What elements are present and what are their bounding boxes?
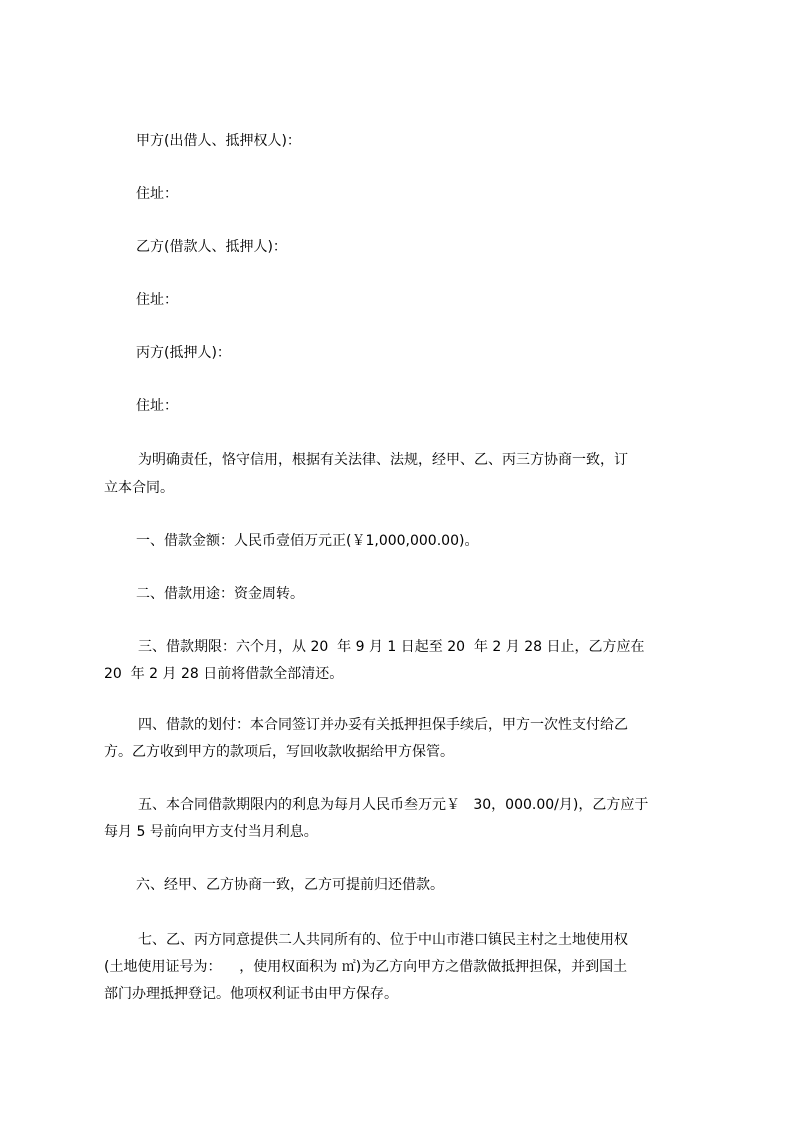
clause-5-line-2: 每月 5 号前向甲方支付当月利息。 — [104, 824, 318, 840]
clause-6: 六、经甲、乙方协商一致，乙方可提前归还借款。 — [136, 877, 444, 893]
preamble-line-2: 立本合同。 — [104, 480, 174, 496]
clause-3-line-1: 三、借款期限：六个月，从 20 年 9 月 1 日起至 20 年 2 月 28 日止，乙方应在 — [138, 639, 645, 655]
clause-1: 一、借款金额：人民币壹佰万元正(￥1,000,000.00)。 — [136, 533, 479, 549]
clause-2: 二、借款用途：资金周转。 — [136, 586, 304, 602]
party-c-address: 住址： — [136, 398, 178, 414]
preamble-line-1: 为明确责任，恪守信用，根据有关法律、法规，经甲、乙、丙三方协商一致，订 — [138, 452, 628, 468]
party-a-line: 甲方(出借人、抵押权人)： — [136, 133, 301, 149]
party-a-address: 住址： — [136, 186, 178, 202]
clause-3-line-2: 20 年 2 月 28 日前将借款全部清还。 — [104, 666, 344, 682]
party-b-address: 住址： — [136, 292, 178, 308]
clause-7-line-3: 部门办理抵押登记。他项权利证书由甲方保存。 — [104, 986, 398, 1002]
party-b-line: 乙方(借款人、抵押人)： — [136, 239, 287, 255]
clause-7-line-1: 七、乙、丙方同意提供二人共同所有的、位于中山市港口镇民主村之土地使用权 — [138, 932, 628, 948]
party-c-line: 丙方(抵押人)： — [136, 345, 231, 361]
clause-7-line-2: (土地使用证号为： ，使用权面积为 ㎡)为乙方向甲方之借款做抵押担保，并到国土 — [104, 959, 628, 975]
clause-4-line-1: 四、借款的划付：本合同签订并办妥有关抵押担保手续后，甲方一次性支付给乙 — [138, 717, 628, 733]
clause-4-line-2: 方。乙方收到甲方的款项后，写回收款收据给甲方保管。 — [104, 744, 454, 760]
clause-5-line-1: 五、本合同借款期限内的利息为每月人民币叁万元￥ 30，000.00/月)，乙方应于 — [138, 797, 649, 813]
